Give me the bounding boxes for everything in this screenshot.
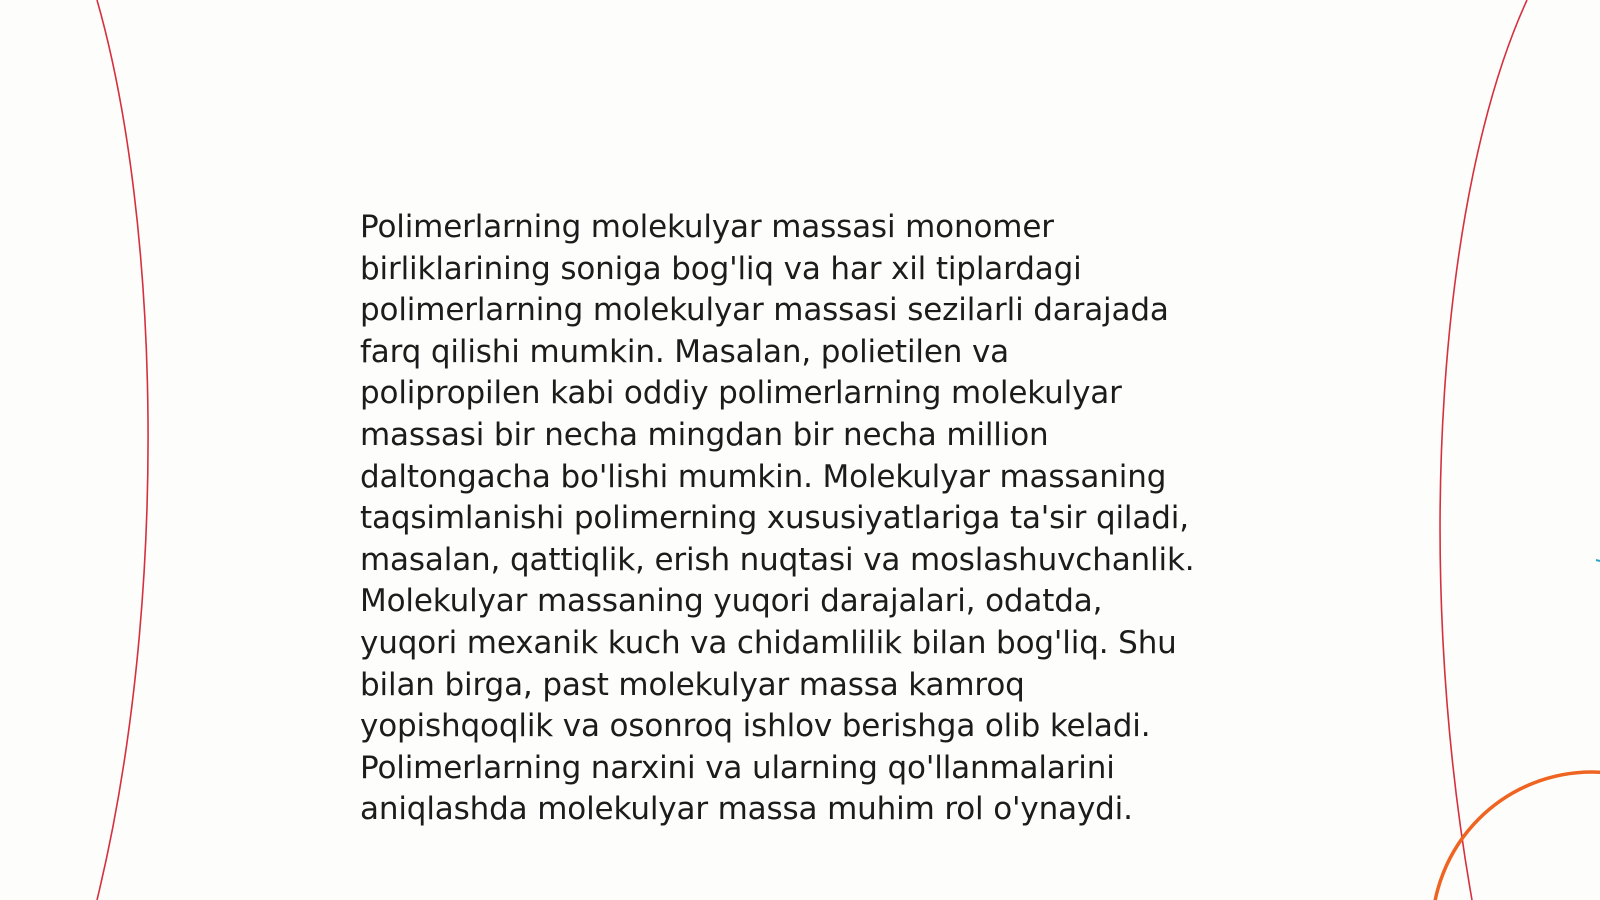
right-curve-line xyxy=(1440,0,1527,900)
paragraph-line: polimerlarning molekulyar massasi sezilarli darajada xyxy=(360,292,1169,329)
paragraph-line: taqsimlanishi polimerning xususiyatlariga ta'sir qiladi, xyxy=(360,500,1189,537)
paragraph-line: daltongacha bo'lishi mumkin. Molekulyar massaning xyxy=(360,458,1167,495)
paragraph-line: Polimerlarning narxini va ularning qo'llanmalarini xyxy=(360,749,1115,786)
paragraph-line: massasi bir necha mingdan bir necha million xyxy=(360,416,1049,453)
left-curve-line xyxy=(97,0,148,900)
paragraph-line: farq qilishi mumkin. Masalan, polietilen va xyxy=(360,333,1010,370)
paragraph-line: Molekulyar massaning yuqori darajalari, odatda, xyxy=(360,583,1103,620)
body-paragraph xyxy=(360,207,1260,831)
orange-arc xyxy=(1432,772,1600,900)
paragraph-line: aniqlashda molekulyar massa muhim rol o'ynaydi. xyxy=(360,791,1133,828)
paragraph-line: yopishqoqlik va osonroq ishlov berishga olib keladi. xyxy=(360,708,1151,745)
paragraph-line: polipropilen kabi oddiy polimerlarning molekulyar xyxy=(360,375,1122,412)
paragraph-line: Polimerlarning molekulyar massasi monomer xyxy=(360,209,1054,245)
paragraph-line: masalan, qattiqlik, erish nuqtasi va moslashuvchanlik. xyxy=(360,541,1195,578)
paragraph-line: birliklarining soniga bog'liq va har xil tiplardagi xyxy=(360,250,1082,287)
teal-accent-mark xyxy=(1596,560,1600,561)
paragraph-line: yuqori mexanik kuch va chidamlilik bilan bog'liq. Shu xyxy=(360,624,1177,661)
paragraph-line: bilan birga, past molekulyar massa kamroq xyxy=(360,666,1025,703)
